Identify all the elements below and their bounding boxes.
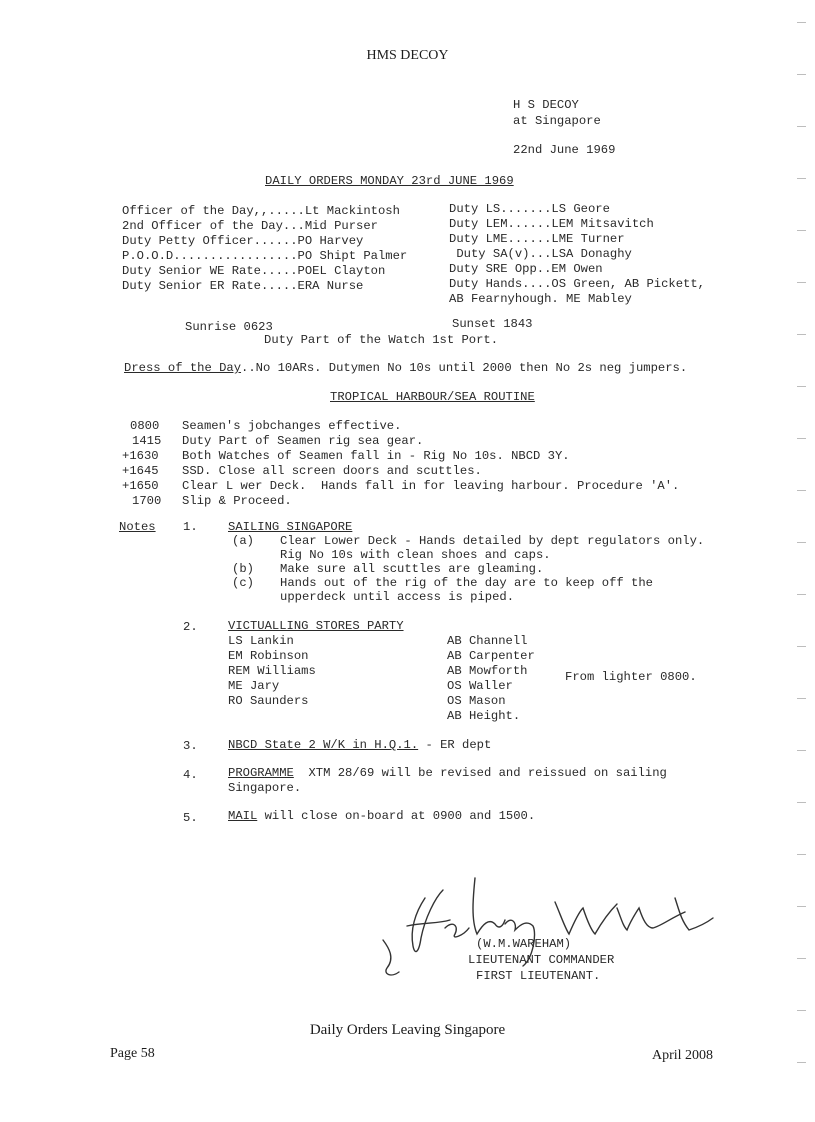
footer-date: April 2008 bbox=[652, 1048, 714, 1063]
stores-party-member: OS Waller bbox=[447, 679, 513, 693]
stores-party-member: OS Mason bbox=[447, 694, 506, 708]
routine-text: Clear L wer Deck. Hands fall in for leaving harbour. Procedure 'A'. bbox=[182, 479, 680, 493]
margin-tick bbox=[797, 906, 806, 907]
letterhead-line1: H S DECOY bbox=[513, 98, 579, 112]
margin-tick bbox=[797, 854, 806, 855]
note-item-line: upperdeck until access is piped. bbox=[280, 590, 515, 604]
signatory-role: FIRST LIEUTENANT. bbox=[476, 969, 601, 983]
margin-tick bbox=[797, 594, 806, 595]
note-title: VICTUALLING STORES PARTY bbox=[228, 619, 404, 633]
note-4 bbox=[228, 766, 667, 780]
signatory-rank: LIEUTENANT COMMANDER bbox=[468, 953, 615, 967]
from-lighter: From lighter 0800. bbox=[565, 670, 697, 684]
note-5 bbox=[228, 809, 535, 823]
duty-right-line: Duty LS.......LS Geore bbox=[449, 202, 610, 216]
sunset: Sunset 1843 bbox=[452, 317, 533, 331]
note-4-text: XTM 28/69 will be revised and reissued on sailing bbox=[293, 766, 667, 780]
stores-party-member: AB Height. bbox=[447, 709, 521, 723]
margin-tick bbox=[797, 438, 806, 439]
margin-ticks bbox=[797, 0, 809, 1122]
duty-left-line: 2nd Officer of the Day...Mid Purser bbox=[122, 219, 378, 233]
routine-title: TROPICAL HARBOUR/SEA ROUTINE bbox=[330, 390, 535, 404]
margin-tick bbox=[797, 282, 806, 283]
letterhead-date: 22nd June 1969 bbox=[513, 143, 616, 157]
note-item-line: Clear Lower Deck - Hands detailed by dept regulators only. bbox=[280, 534, 705, 548]
margin-tick bbox=[797, 22, 806, 23]
note-3 bbox=[228, 738, 491, 752]
stores-party-right bbox=[447, 634, 535, 724]
stores-party-member: RO Saunders bbox=[228, 694, 309, 708]
note-number: 3. bbox=[183, 739, 198, 753]
orders-title: DAILY ORDERS MONDAY 23rd JUNE 1969 bbox=[265, 174, 514, 188]
note-item-letter: (c) bbox=[232, 576, 254, 590]
note-5-text: will close on-board at 0900 and 1500. bbox=[257, 809, 536, 823]
page-number: Page 58 bbox=[110, 1046, 155, 1061]
note-item-line: Make sure all scuttles are gleaming. bbox=[280, 562, 544, 576]
stores-party-member: REM Williams bbox=[228, 664, 316, 678]
margin-tick bbox=[797, 126, 806, 127]
duty-watch: Duty Part of the Watch 1st Port. bbox=[264, 333, 499, 347]
margin-tick bbox=[797, 750, 806, 751]
letterhead-line2: at Singapore bbox=[513, 114, 601, 128]
stores-party-member: AB Mowforth bbox=[447, 664, 528, 678]
margin-tick bbox=[797, 542, 806, 543]
duty-right-list bbox=[449, 202, 705, 307]
sunrise: Sunrise 0623 bbox=[185, 320, 273, 334]
margin-tick bbox=[797, 334, 806, 335]
duty-right-line: Duty SA(v)...LSA Donaghy bbox=[449, 247, 632, 261]
margin-tick bbox=[797, 74, 806, 75]
note-title: SAILING SINGAPORE bbox=[228, 520, 353, 534]
note-number: 2. bbox=[183, 620, 198, 634]
routine-time: +1630 bbox=[122, 449, 159, 463]
margin-tick bbox=[797, 1062, 806, 1063]
note-item-line: Rig No 10s with clean shoes and caps. bbox=[280, 548, 551, 562]
routine-text: Slip & Proceed. bbox=[182, 494, 292, 508]
signatory-name: (W.M.WAREHAM) bbox=[476, 937, 572, 951]
margin-tick bbox=[797, 178, 806, 179]
routine-time: +1645 bbox=[122, 464, 159, 478]
routine-time: 1700 bbox=[132, 494, 162, 508]
duty-left-line: Duty Senior ER Rate.....ERA Nurse bbox=[122, 279, 364, 293]
stores-party-member: LS Lankin bbox=[228, 634, 294, 648]
duty-right-line: Duty LME......LME Turner bbox=[449, 232, 625, 246]
dress-label: Dress of the Day bbox=[124, 361, 242, 375]
stores-party-member: EM Robinson bbox=[228, 649, 309, 663]
routine-text: SSD. Close all screen doors and scuttles. bbox=[182, 464, 482, 478]
note-item-line: Hands out of the rig of the day are to keep off the bbox=[280, 576, 653, 590]
note-3-text: - ER dept bbox=[418, 738, 492, 752]
margin-tick bbox=[797, 230, 806, 231]
duty-right-line: Duty Hands....OS Green, AB Pickett, bbox=[449, 277, 705, 291]
note-number: 5. bbox=[183, 811, 198, 825]
duty-left-line: Duty Petty Officer......PO Harvey bbox=[122, 234, 364, 248]
duty-left-line: P.O.O.D.................PO Shipt Palmer bbox=[122, 249, 408, 263]
routine-time: +1650 bbox=[122, 479, 159, 493]
routine-text: Duty Part of Seamen rig sea gear. bbox=[182, 434, 424, 448]
page-header: HMS DECOY bbox=[366, 48, 449, 63]
routine-text: Both Watches of Seamen fall in - Rig No 10s. NBCD 3Y. bbox=[182, 449, 570, 463]
note-item-letter: (b) bbox=[232, 562, 254, 576]
duty-right-line: AB Fearnyhough. ME Mabley bbox=[449, 292, 632, 306]
duty-left-line: Duty Senior WE Rate.....POEL Clayton bbox=[122, 264, 386, 278]
dress-of-day bbox=[124, 361, 687, 375]
note-number: 1. bbox=[183, 520, 198, 534]
notes-label: Notes bbox=[119, 520, 156, 534]
duty-right-line: Duty LEM......LEM Mitsavitch bbox=[449, 217, 654, 231]
margin-tick bbox=[797, 386, 806, 387]
margin-tick bbox=[797, 646, 806, 647]
stores-party-left bbox=[228, 634, 316, 709]
note-4-line2: Singapore. bbox=[228, 781, 302, 795]
routine-text: Seamen's jobchanges effective. bbox=[182, 419, 402, 433]
note-number: 4. bbox=[183, 768, 198, 782]
margin-tick bbox=[797, 698, 806, 699]
stores-party-member: ME Jary bbox=[228, 679, 280, 693]
footer-title: Daily Orders Leaving Singapore bbox=[309, 1022, 506, 1038]
routine-time: 0800 bbox=[130, 419, 160, 433]
margin-tick bbox=[797, 490, 806, 491]
note-item-letter: (a) bbox=[232, 534, 254, 548]
duty-left-list bbox=[122, 204, 407, 294]
stores-party-member: AB Channell bbox=[447, 634, 528, 648]
margin-tick bbox=[797, 958, 806, 959]
duty-left-line: Officer of the Day,,.....Lt Mackintosh bbox=[122, 204, 400, 218]
note-4-bold: PROGRAMME bbox=[228, 766, 294, 780]
duty-right-line: Duty SRE Opp..EM Owen bbox=[449, 262, 603, 276]
stores-party-member: AB Carpenter bbox=[447, 649, 535, 663]
note-5-bold: MAIL bbox=[228, 809, 258, 823]
routine-time: 1415 bbox=[132, 434, 162, 448]
note-3-bold: NBCD State 2 W/K in H.Q.1. bbox=[228, 738, 419, 752]
margin-tick bbox=[797, 802, 806, 803]
margin-tick bbox=[797, 1010, 806, 1011]
dress-text: ..No 10ARs. Dutymen No 10s until 2000 then No 2s neg jumpers. bbox=[241, 361, 688, 375]
